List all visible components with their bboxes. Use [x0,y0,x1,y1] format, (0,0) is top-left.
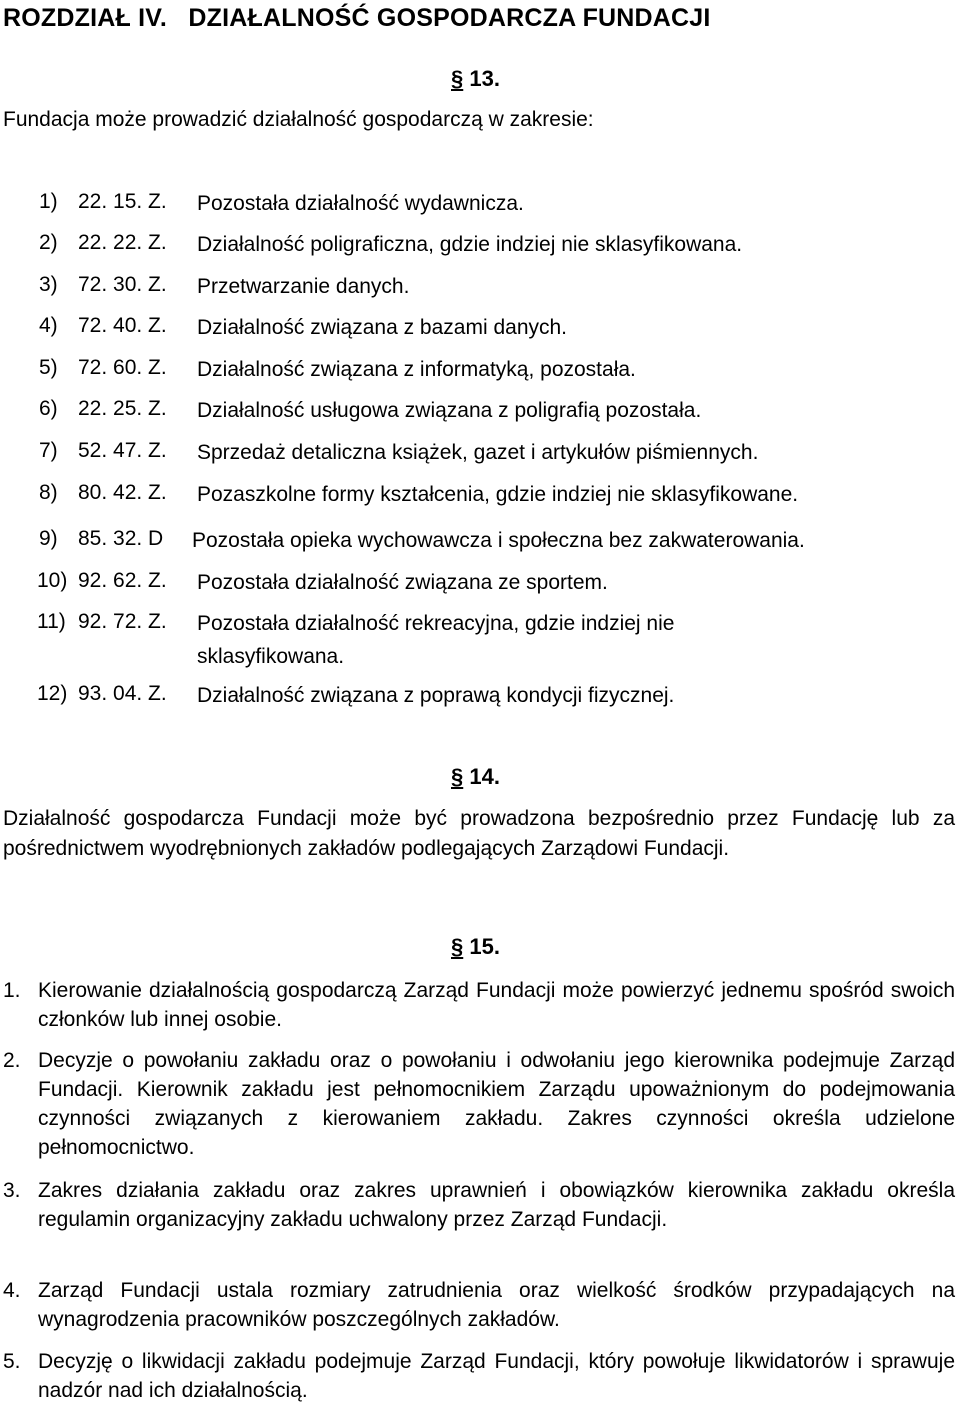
activity-description: Pozostała działalność związana ze sportem. [197,571,608,594]
activity-description: Pozostała działalność rekreacyjna, gdzie indziej nie sklasyfikowana. [197,612,675,668]
section-sign: § [451,934,464,959]
activity-number: 11) [37,610,66,633]
activity-number: 9) [39,527,58,550]
activity-number: 3) [39,273,58,296]
activity-item [0,397,960,425]
activity-number: 10) [37,569,68,592]
activity-item [0,314,960,342]
chapter-title: ROZDZIAŁ IV. DZIAŁALNOŚĆ GOSPODARCZA FUNDACJI [3,4,711,32]
section-number: 15. [463,934,500,959]
activity-number: 6) [39,397,58,420]
section-13-heading [451,66,500,92]
activity-code: 52. 47. Z. [78,439,167,462]
list-item-text: Kierowanie działalnością gospodarczą Zarząd Fundacji może powierzyć jednemu spośród swoich członków lub innej osobie. [38,979,955,1031]
activity-number: 2) [39,231,58,254]
section-14-heading [451,764,500,790]
list-item-number: 4. [3,1279,21,1302]
section-sign: § [451,764,464,789]
activity-number: 8) [39,481,58,504]
activity-description: Działalność związana z poprawą kondycji fizycznej. [197,684,675,707]
activity-description: Pozaszkolne formy kształcenia, gdzie indziej nie sklasyfikowane. [197,483,799,506]
section-sign: § [451,66,464,91]
activity-description: Działalność związana z bazami danych. [197,316,568,339]
activity-item [0,439,960,467]
activity-item [0,356,960,384]
list-item-number: 3. [3,1179,21,1202]
activity-code: 85. 32. D [78,527,164,550]
activity-item [0,481,960,509]
activity-number: 7) [39,439,58,462]
activity-number: 4) [39,314,58,337]
section-13-intro: Fundacja może prowadzić działalność gospodarczą w zakresie: [3,108,594,131]
list-item-text: Decyzję o likwidacji zakładu podejmuje Zarząd Fundacji, który powołuje likwidatorów i sprawuje nadzór nad ich działalnością. [38,1350,955,1402]
activity-item [0,527,960,555]
list-item-number: 5. [3,1350,21,1373]
activity-number: 1) [39,190,58,213]
activity-code: 92. 62. Z. [78,569,167,592]
activity-item [0,231,960,259]
activity-item [0,190,960,218]
activity-number: 5) [39,356,58,379]
activity-description: Działalność usługowa związana z poligrafią pozostała. [197,399,702,422]
activity-code: 72. 60. Z. [78,356,167,379]
activity-code: 72. 40. Z. [78,314,167,337]
activity-description: Sprzedaż detaliczna książek, gazet i artykułów piśmiennych. [197,441,759,464]
list-item-text: Decyzje o powołaniu zakładu oraz o powołaniu i odwołaniu jego kierownika podejmuje Zarząd Fundacji. Kierownik zakładu jest pełnomocnikiem Zarządu upoważnionym do podejmowania czynności związanych z kierowaniem zakładu. Zakres czynności określa udzielone pełnomocnictwo. [38,1049,955,1159]
activity-item [0,273,960,301]
activity-code: 22. 22. Z. [78,231,167,254]
section-number: 13. [463,66,500,91]
activity-code: 22. 15. Z. [78,190,167,213]
activity-description: Działalność poligraficzna, gdzie indziej nie sklasyfikowana. [197,233,743,256]
activity-description: Pozostała działalność wydawnicza. [197,192,524,215]
section-15-heading [451,934,500,960]
activity-code: 93. 04. Z. [78,682,167,705]
activity-code: 22. 25. Z. [78,397,167,420]
list-item-number: 2. [3,1049,21,1072]
list-item-text: Zarząd Fundacji ustala rozmiary zatrudnienia oraz wielkość środków przypadających na wynagrodzenia pracowników poszczególnych zakładów. [38,1279,955,1331]
activity-code: 72. 30. Z. [78,273,167,296]
activity-item [0,610,960,670]
activity-code: 80. 42. Z. [78,481,167,504]
activity-number: 12) [37,682,68,705]
activity-description: Pozostała opieka wychowawcza i społeczna bez zakwaterowania. [192,529,805,552]
activity-code: 92. 72. Z. [78,610,167,633]
list-item-number: 1. [3,979,21,1002]
list-item-text: Zakres działania zakładu oraz zakres uprawnień i obowiązków kierownika zakładu określa regulamin organizacyjny zakładu uchwalony przez Zarząd Fundacji. [38,1179,955,1231]
section-14-text: Działalność gospodarcza Fundacji może być prowadzona bezpośrednio przez Fundację lub za pośrednictwem wyodrębnionych zakładów podlegających Zarządowi Fundacji. [3,807,955,860]
activity-item [0,682,960,710]
section-number: 14. [463,764,500,789]
activity-description: Przetwarzanie danych. [197,275,410,298]
activity-item [0,569,960,597]
activity-description: Działalność związana z informatyką, pozostała. [197,358,636,381]
